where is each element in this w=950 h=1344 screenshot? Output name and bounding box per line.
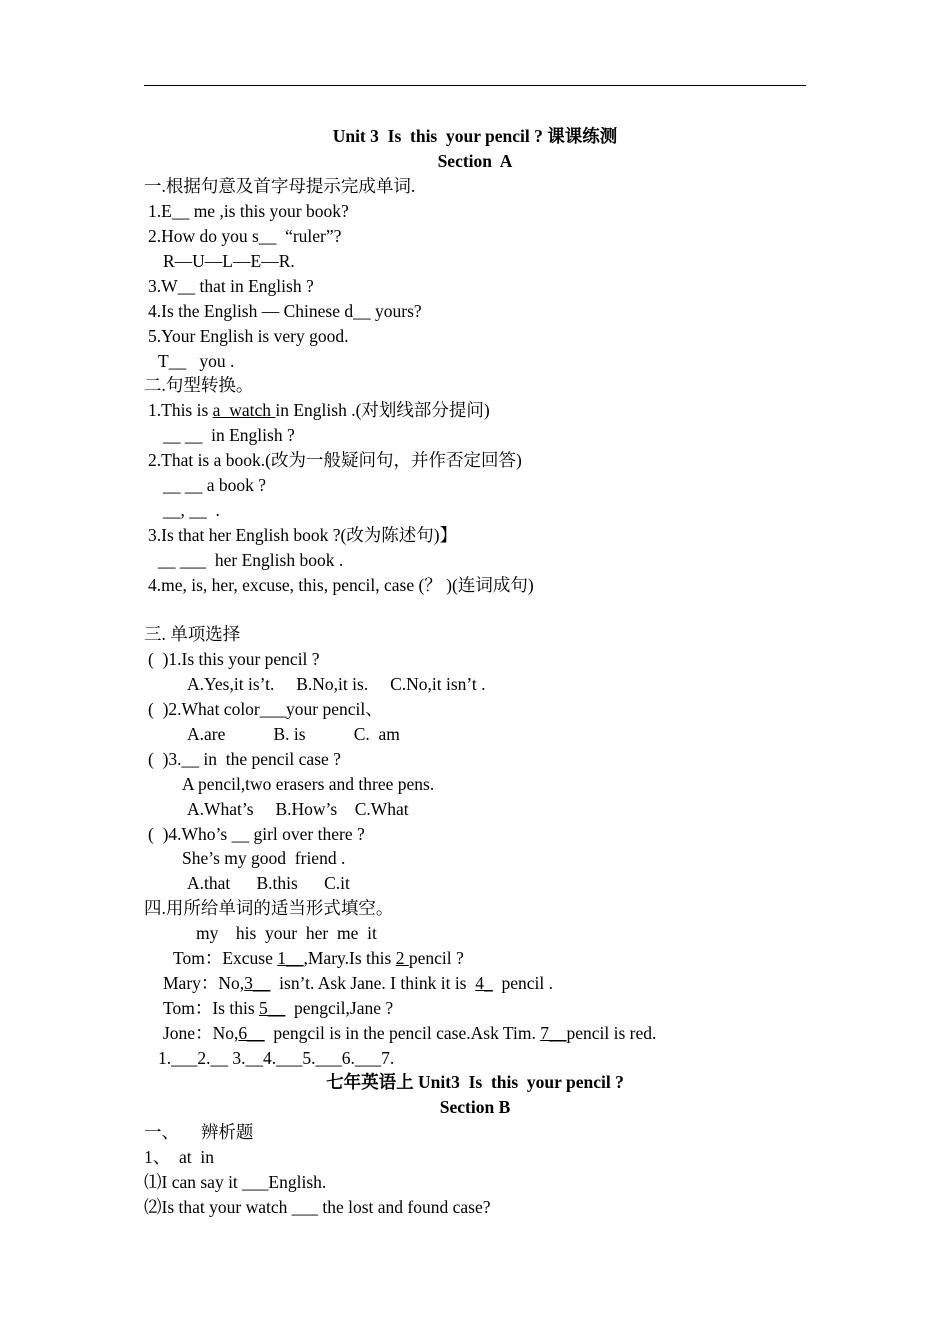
part4-heading: 四.用所给单词的适当形式填空。 xyxy=(144,898,394,918)
part3-q3: ( )3.__ in the pencil case ? xyxy=(148,749,341,769)
part4-word-bank: my his your her me it xyxy=(196,923,377,943)
part3-q4: ( )4.Who’s __ girl over there ? xyxy=(148,824,365,844)
part2-q2-answer: __, __ . xyxy=(163,500,220,520)
section-b-sentence-2: ⑵Is that your watch ___ the lost and found case? xyxy=(144,1197,491,1217)
part3-heading: 三. 单项选择 xyxy=(144,624,241,644)
section-b-item-1: 1、 at in xyxy=(144,1147,214,1167)
part1-heading: 一.根据句意及首字母提示完成单词. xyxy=(144,176,416,196)
part4-dialogue-3: Tom：Is this 5__ pengcil,Jane ? xyxy=(163,998,394,1018)
part2-q2: 2.That is a book.(改为一般疑问句，并作否定回答) xyxy=(148,450,522,470)
part4-answer-blanks: 1.___2.__ 3.__4.___5.___6.___7. xyxy=(158,1048,395,1068)
part4-dialogue-2: Mary：No,3__ isn’t. Ask Jane. I think it is 4_ pencil . xyxy=(163,973,554,993)
part2-q1: 1.This is a watch in English .(对划线部分提问) xyxy=(148,400,490,420)
part1-q5: 5.Your English is very good. xyxy=(148,326,349,346)
part4-dialogue-4: Jone：No,6__ pengcil is in the pencil case.Ask Tim. 7__pencil is red. xyxy=(163,1023,657,1043)
underlined-phrase: a watch xyxy=(212,400,276,420)
part2-q4: 4.me, is, her, excuse, this, pencil, case (？ )(连词成句) xyxy=(148,575,534,595)
part3-q3-options: A.What’s B.How’s C.What xyxy=(187,799,409,819)
part1-q3: 3.W__ that in English ? xyxy=(148,276,314,296)
part3-q2: ( )2.What color___your pencil、 xyxy=(148,699,383,719)
part1-q2-spelling: R—U—L—E—R. xyxy=(163,251,295,271)
part3-q1: ( )1.Is this your pencil ? xyxy=(148,649,320,669)
part3-q4-options: A.that B.this C.it xyxy=(187,873,350,893)
part2-q3: 3.Is that her English book ?(改为陈述句)】 xyxy=(148,525,458,545)
part1-q2: 2.How do you s__ “ruler”? xyxy=(148,226,342,246)
part3-q4-answer: She’s my good friend . xyxy=(182,848,346,868)
part3-q2-options: A.are B. is C. am xyxy=(187,724,400,744)
part2-q3-blank: __ ___ her English book . xyxy=(158,550,344,570)
part2-heading: 二.句型转换。 xyxy=(144,375,254,395)
section-b-title: Section B xyxy=(439,1097,511,1117)
part1-q1: 1.E__ me ,is this your book? xyxy=(148,201,349,221)
section-b-sentence-1: ⑴I can say it ___English. xyxy=(144,1172,327,1192)
header-rule xyxy=(144,85,806,86)
section-b-heading: 一、 辨析题 xyxy=(144,1122,254,1142)
part3-q3-answer: A pencil,two erasers and three pens. xyxy=(182,774,435,794)
section-b-page-title: 七年英语上 Unit3 Is this your pencil ? xyxy=(326,1072,624,1092)
part3-q1-options: A.Yes,it is’t. B.No,it is. C.No,it isn’t . xyxy=(187,674,486,694)
part2-q2-question: __ __ a book ? xyxy=(163,475,267,495)
section-a-title: Section A xyxy=(437,151,513,171)
part4-dialogue-1: Tom：Excuse 1__,Mary.Is this 2 pencil ? xyxy=(173,948,464,968)
part2-q1-blank: __ __ in English ? xyxy=(163,425,295,445)
page-title: Unit 3 Is this your pencil ? 课课练测 xyxy=(332,126,618,146)
part1-q5-answer: T__ you . xyxy=(158,351,235,371)
part1-q4: 4.Is the English — Chinese d__ yours? xyxy=(148,301,422,321)
